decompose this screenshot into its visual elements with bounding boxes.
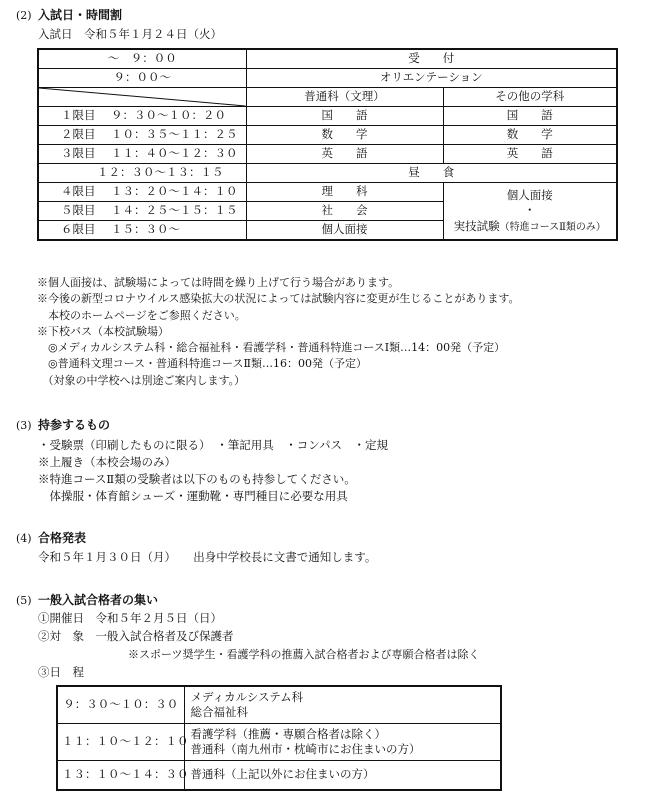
gathering-target-note: ※スポーツ奨学生・看護学科の推薦入試合格者および専願合格者は除く: [128, 648, 480, 661]
period-5-col1: 社 会: [246, 202, 443, 221]
schedule-time: １３：１０～１４：３０: [57, 761, 184, 791]
note-line: ※個人面接は、試験場によっては時間を繰り上げて行う場合があります。: [37, 276, 400, 289]
gathering-target: ②対 象 一般入試合格者及び保護者: [38, 629, 234, 643]
note-line: ◎メディカルシステム科・総合福祉科・看護学科・普通科特進コースⅠ類…14：00発（予定）: [37, 341, 506, 355]
period-time: １３：２０～１４：１０: [111, 184, 238, 199]
period-2-cell: [38, 126, 246, 145]
table-row-period-1: [38, 107, 617, 126]
period-time: １０：３５～１１：２５: [111, 127, 238, 142]
announcement-line: 令和５年１月３０日（月） 出身中学校長に文書で通知します。: [38, 550, 377, 564]
period-6-cell: [38, 221, 246, 241]
gathering-date: ①開催日 令和５年２月５日（日）: [38, 611, 222, 625]
period-3-col1: 英 語: [246, 145, 443, 164]
table-row-header: [38, 88, 617, 107]
period-5-cell: [38, 202, 246, 221]
orientation-time: ９：００～: [38, 69, 246, 88]
orientation-label: オリエンテーション: [246, 69, 617, 88]
table-row-reception: [38, 49, 617, 69]
diagonal-line: [39, 88, 246, 106]
bring-line: ・受験票（印刷したものに限る） ・筆記用具 ・コンパス ・定規: [38, 438, 388, 452]
section-5-title: 一般入試合格者の集い: [38, 593, 159, 607]
period-4-col1: 理 科: [246, 183, 443, 202]
schedule-time: １１：１０～１２：１０: [57, 724, 184, 761]
period-time: １１：４０～１２：３０: [111, 146, 238, 161]
table-row-lunch: [38, 164, 617, 183]
lunch-time: １２：３０～１３：１５: [38, 164, 246, 183]
header-futsuka-bunri: 普通科（文理）: [246, 88, 443, 107]
interview-label: 個人面接: [506, 187, 553, 202]
practical-exam-label: 実技試験: [453, 218, 500, 233]
interview-dot: ・: [524, 203, 536, 218]
schedule-departments: [184, 686, 501, 724]
gathering-schedule-table: [56, 685, 502, 791]
period-time: １５：３０～: [111, 222, 180, 237]
schedule-departments: [184, 761, 501, 791]
schedule-dept-line: 総合福祉科: [190, 705, 248, 719]
bring-line: 体操服・体育館シューズ・運動靴・専門種目に必要な用具: [38, 489, 348, 503]
period-label: ２限目: [61, 127, 96, 142]
section-2-notes: [37, 275, 519, 389]
header-other-depts: その他の学科: [443, 88, 617, 107]
period-3-cell: [38, 145, 246, 164]
section-4-number: (4): [16, 532, 32, 545]
schedule-dept-line: 普通科（上記以外にお住まいの方）: [190, 767, 375, 782]
period-1-cell: [38, 107, 246, 126]
period-time: １４：２５～１５：１５: [111, 203, 238, 218]
period-6-col1: 個人面接: [246, 221, 443, 241]
period-label: １限目: [61, 108, 96, 123]
schedule-row: [57, 724, 501, 761]
lunch-label: 昼 食: [246, 164, 617, 183]
section-5-number: (5): [16, 594, 32, 607]
reception-time: ～ ９：００: [38, 49, 246, 69]
items-to-bring: [38, 437, 388, 505]
period-1-col2: 国 語: [443, 107, 617, 126]
schedule-row: [57, 686, 501, 724]
section-4-title: 合格発表: [38, 531, 87, 545]
exam-timetable: [37, 48, 618, 241]
interview-practical-cell: [443, 183, 617, 241]
exam-date: 入試日 令和５年１月２４日（火）: [38, 27, 222, 41]
period-label: ３限目: [61, 146, 96, 161]
table-row-period-4: [38, 183, 617, 202]
section-3-title: 持参するもの: [38, 418, 111, 432]
schedule-dept-line: メディカルシステム科: [190, 690, 304, 704]
section-2-number: (2): [16, 9, 32, 22]
note-line: 本校のホームページをご参照ください。: [37, 308, 246, 322]
diagonal-header-cell: [38, 88, 246, 107]
schedule-departments: [184, 724, 501, 761]
period-label: ５限目: [61, 203, 96, 218]
table-row-orientation: [38, 69, 617, 88]
bring-line: ※特進コースⅡ類の受験者は以下のものも持参してください。: [38, 472, 356, 486]
schedule-time: ９：３０～１０：３０: [57, 686, 184, 724]
period-time: ９：３０～１０：２０: [111, 108, 226, 123]
bring-line: ※上履き（本校会場のみ）: [38, 455, 176, 469]
schedule-dept-line: 看護学科（推薦・専願合格者は除く）: [190, 727, 386, 741]
period-2-col1: 数 学: [246, 126, 443, 145]
schedule-dept-line: 普通科（南九州市・枕崎市にお住まいの方）: [190, 742, 421, 756]
period-3-col2: 英 語: [443, 145, 617, 164]
table-row-period-3: [38, 145, 617, 164]
gathering-schedule-label: ③日 程: [38, 665, 84, 679]
period-2-col2: 数 学: [443, 126, 617, 145]
note-line: ◎普通科文理コース・普通科特進コースⅡ類…16：00発（予定）: [37, 357, 367, 371]
period-label: ４限目: [61, 184, 96, 199]
period-label: ６限目: [61, 222, 96, 237]
note-line: ※下校バス（本校試験場）: [37, 324, 169, 338]
note-line: ※今後の新型コロナウイルス感染拡大の状況によっては試験内容に変更が生じることがあります。: [37, 292, 520, 306]
reception-label: 受 付: [246, 49, 617, 69]
table-row-period-2: [38, 126, 617, 145]
schedule-row: [57, 761, 501, 791]
section-3-number: (3): [16, 419, 32, 432]
note-line: （対象の中学校へは別途ご案内します。）: [37, 373, 246, 387]
section-2-title: 入試日・時間割: [38, 8, 123, 22]
period-4-cell: [38, 183, 246, 202]
practical-exam-note: （特進コースⅡ類のみ）: [499, 221, 606, 233]
period-1-col1: 国 語: [246, 107, 443, 126]
